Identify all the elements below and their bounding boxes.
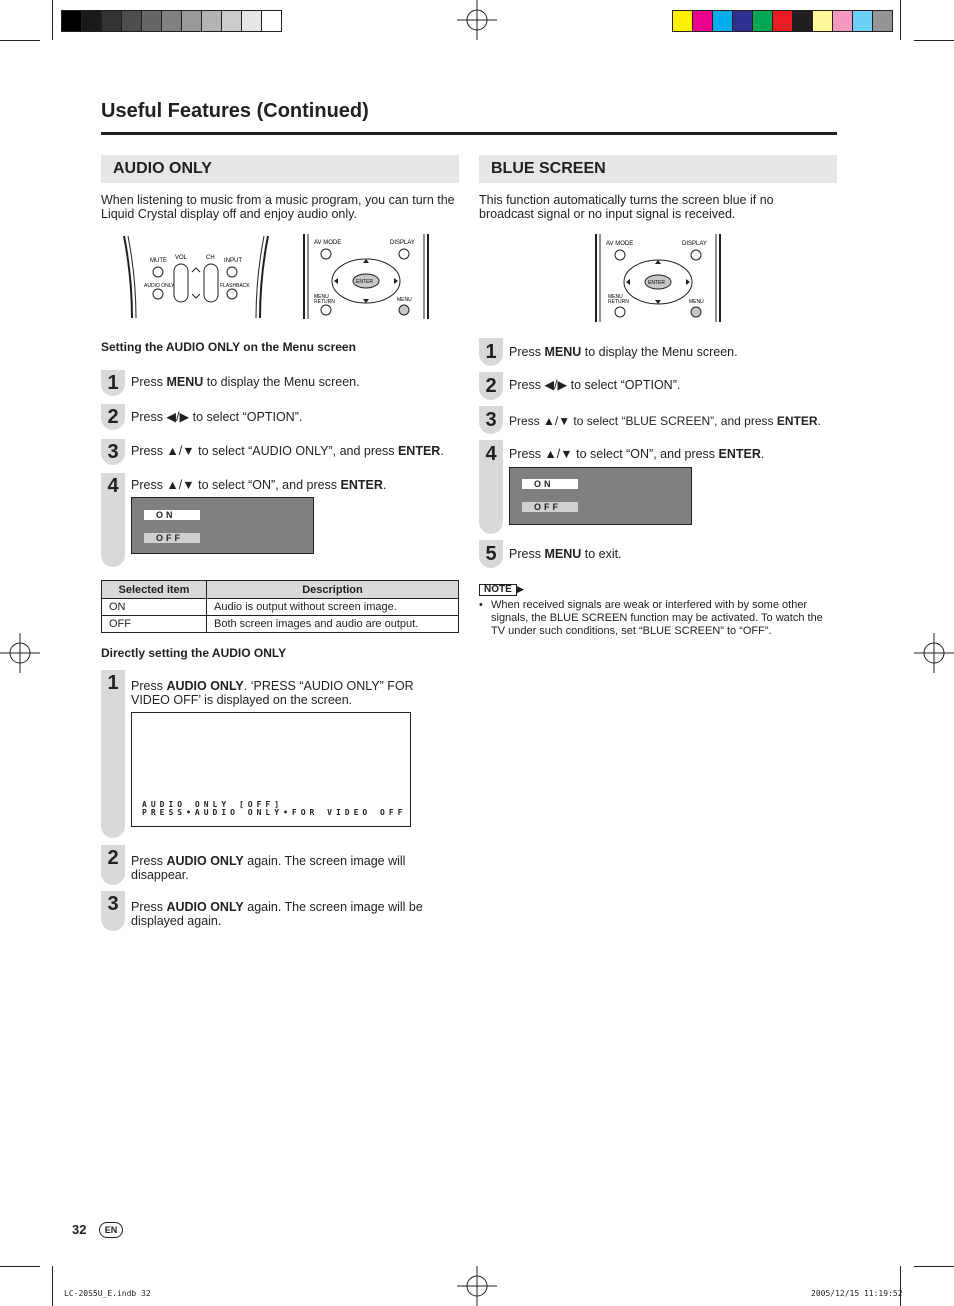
gray-swatch (182, 11, 202, 31)
remote-label-flashback: FLASHBACK (220, 283, 250, 289)
color-swatch (753, 11, 773, 31)
remote-label-enter: ENTER (356, 279, 373, 285)
crop-mark (914, 1266, 954, 1267)
remote-label-audio-only: AUDIO ONLY (144, 283, 175, 289)
print-slug: LC-20S5U_E.indb 32 (64, 1289, 151, 1298)
note-bullet-icon: • (479, 599, 483, 611)
color-swatch (693, 11, 713, 31)
step-number: 3 (107, 441, 119, 463)
color-swatch (673, 11, 693, 31)
blue-screen-intro: This function automatically turns the screen blue if no broadcast signal or no input signal is received. (479, 193, 774, 221)
gray-swatch (162, 11, 182, 31)
remote-label-menu: MENU (689, 299, 704, 305)
note-text: When received signals are weak or interfered with by some other signals, the BLUE SCREEN function may be activated. To watch the TV under such conditions, set “BLUE SCREEN” to “OFF”. (491, 599, 823, 637)
color-swatch (853, 11, 873, 31)
gray-swatch (102, 11, 122, 31)
remote-label-enter: ENTER (648, 280, 665, 286)
color-calibration-bar (672, 10, 893, 32)
color-swatch (873, 11, 892, 31)
registration-mark-icon (457, 1266, 497, 1306)
registration-mark-icon (914, 633, 954, 673)
gray-swatch (222, 11, 242, 31)
crop-mark (52, 0, 53, 40)
step-text: Press MENU to exit. (509, 547, 622, 561)
direct-setting-subhead: Directly setting the AUDIO ONLY (101, 646, 287, 660)
page-title: Useful Features (Continued) (101, 100, 369, 122)
remote-label-ch: CH (206, 255, 215, 261)
gray-swatch (262, 11, 281, 31)
remote-control-illustration (122, 234, 270, 320)
osd-menu (131, 497, 314, 554)
crop-mark (900, 0, 901, 40)
table-cell: ON (102, 599, 207, 616)
step-text: Press ◀/▶ to select “OPTION”. (131, 410, 303, 424)
step-number: 2 (107, 847, 119, 869)
color-swatch (733, 11, 753, 31)
step-text: Press ◀/▶ to select “OPTION”. (509, 378, 681, 392)
remote-label-mute: MUTE (150, 258, 167, 264)
remote-label-av-mode: AV MODE (606, 241, 634, 247)
crop-mark (52, 1266, 53, 1306)
step-text: Press AUDIO ONLY. ‘PRESS “AUDIO ONLY” FOR VIDEO OFF’ is displayed on the screen. (131, 679, 414, 707)
arrow-right-icon: ▶ (516, 584, 524, 594)
description-table (101, 580, 459, 633)
step-text: Press MENU to display the Menu screen. (131, 375, 360, 389)
step-number: 4 (485, 443, 497, 465)
tv-screen-display (131, 712, 411, 827)
step-text: Press ▲/▼ to select “ON”, and press ENTER. (131, 478, 387, 492)
step-number: 2 (107, 406, 119, 428)
color-swatch (813, 11, 833, 31)
crop-mark (914, 40, 954, 41)
grayscale-calibration-bar (61, 10, 282, 32)
remote-label-display: DISPLAY (390, 240, 415, 246)
color-swatch (833, 11, 853, 31)
gray-swatch (142, 11, 162, 31)
table-header: Selected item (102, 581, 207, 599)
step-text: Press AUDIO ONLY again. The screen image will be displayed again. (131, 900, 423, 928)
audio-only-heading: AUDIO ONLY (101, 155, 459, 183)
step-bar (101, 670, 125, 838)
menu-setting-subhead: Setting the AUDIO ONLY on the Menu screen (101, 340, 356, 354)
step-number: 4 (107, 475, 119, 497)
remote-label-menu-return: MENU RETURN (608, 294, 629, 305)
step-text: Press ▲/▼ to select “AUDIO ONLY”, and press ENTER. (131, 444, 444, 458)
remote-control-illustration (302, 234, 430, 320)
step-number: 1 (107, 672, 119, 694)
remote-label-menu-return: MENU RETURN (314, 294, 335, 305)
step-number: 3 (107, 893, 119, 915)
table-row (102, 599, 459, 616)
remote-label-input: INPUT (224, 258, 242, 264)
step-text: Press ▲/▼ to select “ON”, and press ENTER. (509, 447, 765, 461)
table-cell: OFF (102, 616, 207, 633)
step-number: 2 (485, 375, 497, 397)
gray-swatch (82, 11, 102, 31)
osd-menu (509, 467, 692, 525)
color-swatch (773, 11, 793, 31)
audio-only-intro: When listening to music from a music program, you can turn the Liquid Crystal display off and enjoy audio only. (101, 193, 455, 221)
step-number: 5 (485, 543, 497, 565)
osd-option-on: ON (522, 479, 578, 489)
remote-label-display: DISPLAY (682, 241, 707, 247)
gray-swatch (202, 11, 222, 31)
print-timestamp: 2005/12/15 11:19:52 (811, 1289, 903, 1298)
table-row (102, 616, 459, 633)
page-number: 32 (72, 1222, 87, 1237)
table-cell: Audio is output without screen image. (207, 599, 459, 616)
table-header: Description (207, 581, 459, 599)
remote-label-av-mode: AV MODE (314, 240, 342, 246)
note-label: NOTE (479, 584, 517, 596)
screen-line-1: AUDIO ONLY [OFF] (142, 800, 284, 809)
screen-line-2: PRESS•AUDIO ONLY•FOR VIDEO OFF (142, 808, 407, 817)
remote-label-vol: VOL (175, 255, 188, 261)
color-swatch (713, 11, 733, 31)
registration-mark-icon (0, 633, 40, 673)
step-number: 3 (485, 409, 497, 431)
crop-mark (0, 1266, 40, 1267)
step-text: Press ▲/▼ to select “BLUE SCREEN”, and press ENTER. (509, 414, 821, 428)
osd-option-on: ON (144, 510, 200, 520)
remote-label-menu: MENU (397, 297, 412, 303)
step-number: 1 (485, 341, 497, 363)
language-badge: EN (99, 1222, 123, 1238)
step-number: 1 (107, 372, 119, 394)
crop-mark (900, 1266, 901, 1306)
table-cell: Both screen images and audio are output. (207, 616, 459, 633)
step-text: Press MENU to display the Menu screen. (509, 345, 738, 359)
color-swatch (793, 11, 813, 31)
note-badge (479, 584, 524, 596)
title-rule (101, 132, 837, 135)
remote-control-illustration (594, 234, 722, 322)
osd-option-off: OFF (522, 502, 578, 512)
osd-option-off: OFF (144, 533, 200, 543)
crop-mark (0, 40, 40, 41)
gray-swatch (242, 11, 262, 31)
gray-swatch (122, 11, 142, 31)
registration-mark-icon (457, 0, 497, 40)
gray-swatch (62, 11, 82, 31)
blue-screen-heading: BLUE SCREEN (479, 155, 837, 183)
step-text: Press AUDIO ONLY again. The screen image will disappear. (131, 854, 406, 882)
